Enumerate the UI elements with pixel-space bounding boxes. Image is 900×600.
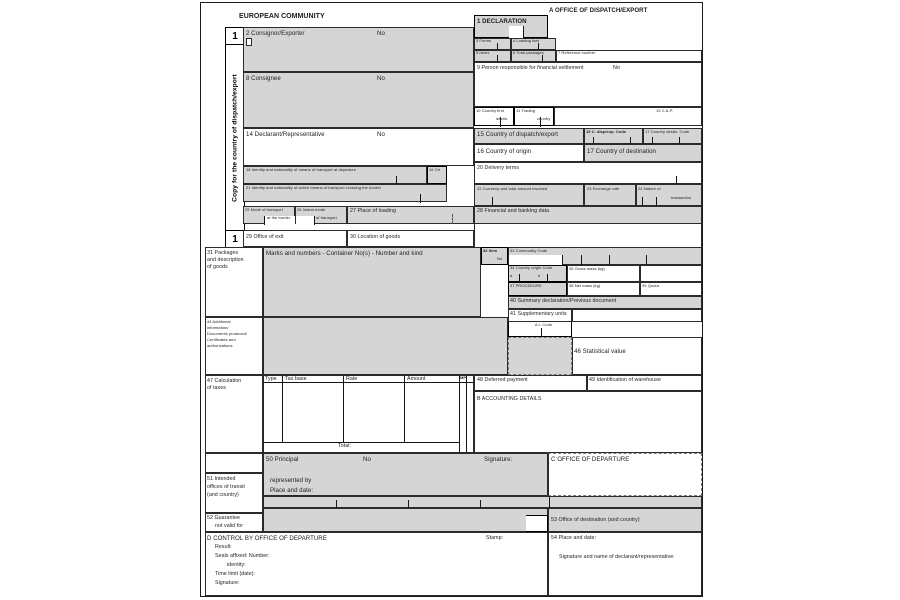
box-50-represented-label: represented by [270, 477, 312, 484]
box-47-col-rate: Rate [346, 376, 358, 382]
box-30-label: 30 Location of goods [350, 234, 401, 240]
box-28-label: 28 Financial and banking data [477, 208, 550, 214]
copy-caption-text: Copy for the country of dispatch/export [231, 74, 239, 202]
box-47-label-line2: of taxes [207, 385, 226, 391]
box-44-label-line1: 44 Additional [207, 319, 231, 324]
box-9-label: 9 Person responsible for financial settlement [477, 65, 584, 71]
box-4-label: 4 Loading lists [513, 38, 540, 43]
box-51-label-line3: (and country) [207, 492, 239, 498]
box-27-label: 27 Place of loading [350, 208, 397, 214]
box-47-total-label: Total: [338, 443, 351, 449]
box-15-label: 15 Country of dispatch/export [477, 131, 559, 138]
box-50-label: 50 Principal [266, 456, 299, 463]
box-d-identity-label: identity: [227, 562, 246, 568]
box-21-label: 21 Identity and nationality of active means of transport crossing the border [246, 185, 381, 190]
copy-number-top: 1 [225, 27, 245, 46]
box-47-col-taxbase: Tax base [285, 376, 307, 382]
box-51-label-line1: 51 Intended [207, 476, 236, 482]
box-47-col-type: Type [265, 376, 277, 382]
box-24-sublabel: transaction [671, 195, 692, 200]
box-11-label: 11 Trading [516, 108, 536, 113]
box-51-label-line2: offices of transit [207, 484, 245, 490]
box-8-no-label: No [377, 75, 385, 82]
box-40-label: 40 Summary declaration/Previous document [510, 298, 617, 304]
box-32-sublabel: No [497, 256, 503, 261]
box-46-label: 46 Statistical value [574, 348, 626, 355]
box-20-label: 20 Delivery terms [477, 165, 520, 171]
box-5-label: 5 Items [476, 50, 490, 55]
box-14-no-label: No [377, 131, 385, 138]
box-10-label: 10 Country first [476, 108, 504, 113]
box-10-sublabel: destin. [496, 116, 509, 121]
box-d-result-label: Result: [215, 544, 232, 550]
box-50-signature-label: Signature: [484, 456, 513, 463]
box-d-timelimit-label: Time limit (date): [215, 571, 256, 577]
box-d-label: D CONTROL BY OFFICE OF DEPARTURE [207, 535, 327, 542]
box-44-label-line4: Certificates and [207, 337, 236, 342]
box-41-extension[interactable] [572, 309, 702, 322]
box-52-label-line1: 52 Guarantee [207, 515, 240, 521]
box-52-label-line2: not valid for [215, 523, 244, 529]
box-44-label-line3: Documents produced/ [207, 331, 248, 336]
box-52-guarantee-area[interactable] [263, 508, 548, 532]
box-17-label: 17 Country of destination [587, 148, 657, 155]
box-28-continuation [474, 224, 702, 247]
box-b-label: B ACCOUNTING DETAILS [477, 396, 542, 402]
box-38-label: 38 Net mass (kg) [569, 283, 601, 288]
box-9-no-label: No [613, 65, 620, 71]
box-2-checkbox[interactable] [246, 38, 252, 46]
box-22-label: 22 Currency and total amount invoiced [477, 186, 548, 191]
box-34-sub-b: b [538, 273, 541, 278]
box-14-label: 14 Declarant/Representative [246, 131, 325, 138]
box-26-sublabel: of transport [316, 215, 337, 220]
box-54-label: 54 Place and date: [551, 535, 597, 541]
box-24-label: 24 Nature of [638, 186, 661, 191]
box-35-extension[interactable] [640, 265, 702, 282]
box-15a-label: 15 C. disp/exp. Code [586, 129, 627, 134]
box-50-left-blank [205, 453, 263, 473]
box-2-label: 2 Consignor/Exporter [246, 30, 305, 37]
form-title: EUROPEAN COMMUNITY [239, 13, 325, 20]
box-17a-label: 17 Country destin. Code [645, 129, 690, 134]
box-8-label: 8 Consignee [246, 75, 281, 82]
box-35-label: 35 Gross mass (kg) [569, 266, 605, 271]
box-31-marks-area[interactable] [263, 247, 481, 317]
box-47-col-amount: Amount [407, 376, 426, 382]
box-1-label: 1 DECLARATION [477, 18, 527, 25]
box-54-place-date[interactable] [548, 532, 702, 596]
box-53-label: 53 Office of destination (and country) [551, 517, 640, 523]
box-13-label: 13 C.A.P. [656, 108, 674, 113]
box-25-sublabel: at the border [267, 215, 291, 220]
box-18-label: 18 Identity and nationality of means of transport at departure [246, 167, 357, 172]
box-32-label: 32 Item [483, 248, 498, 253]
box-54-signature-label: Signature and name of declarant/representative: [559, 554, 675, 560]
box-48-label: 48 Deferred payment [477, 377, 528, 383]
office-a-label: A OFFICE OF DISPATCH/EXPORT [549, 7, 648, 14]
box-11-sublabel: country [537, 116, 551, 121]
box-31-label-line3: of goods [207, 264, 228, 270]
box-41-label: 41 Supplementary units [510, 311, 567, 317]
box-44-label-line2: information/ [207, 325, 229, 330]
box-37-label: 37 PROCEDURE [510, 283, 542, 288]
box-31-label-line1: 31 Packages [207, 250, 239, 256]
box-50-place-date-label: Place and date: [270, 487, 314, 494]
box-2-no-label: No [377, 30, 385, 37]
box-ai-code-label: A.I. Code [535, 322, 553, 327]
box-49-label: 49 Identification of warehouse [589, 377, 661, 383]
box-25-label: 25 Mode of transport [245, 207, 283, 212]
box-46-statistical-value[interactable] [572, 337, 702, 375]
box-34-sub-a: a [510, 273, 513, 278]
box-26-label: 26 Inland mode [297, 207, 326, 212]
box-19-label: 19 Ctr. [429, 167, 442, 172]
box-13-cap[interactable] [554, 107, 702, 126]
box-6-label: 6 Total packages [513, 50, 544, 55]
box-23-label: 23 Exchange rate [587, 186, 620, 191]
box-d-stamp-label: Stamp: [486, 535, 504, 541]
box-7-label: 7 Reference number [558, 50, 596, 55]
copy-number-bottom: 1 [225, 230, 245, 249]
box-16-label: 16 Country of origin [477, 148, 532, 155]
box-31-label-line2: and description [207, 257, 244, 263]
box-33-label: 33 Commodity Code [510, 248, 548, 253]
box-29-label: 29 Office of exit [246, 234, 284, 240]
box-47-label-line1: 47 Calculation [207, 378, 242, 384]
box-46-dashed-area [508, 337, 572, 375]
box-51-transit-cells[interactable] [263, 496, 702, 508]
copy-caption-spine [225, 44, 245, 232]
box-d-seals-label: Seals affixed: Number: [215, 553, 270, 559]
box-d-signature-label: Signature: [215, 580, 240, 586]
box-52-code-field[interactable] [526, 515, 548, 532]
box-31-marks-label: Marks and numbers - Container No(s) - Number and kind [266, 250, 423, 257]
box-c-label: C OFFICE OF DEPARTURE [551, 456, 630, 463]
box-3-label: 3 Forms [476, 38, 492, 43]
box-47-col-mp: MP [460, 375, 467, 380]
sad-customs-form [200, 2, 703, 597]
box-34-label: 34 Country origin Code [510, 265, 553, 270]
box-39-label: 39 Quota [642, 283, 659, 288]
box-50-no-label: No [363, 456, 371, 463]
box-44-label-line5: authorizations [207, 343, 233, 348]
box-44-content-area[interactable] [263, 317, 508, 375]
